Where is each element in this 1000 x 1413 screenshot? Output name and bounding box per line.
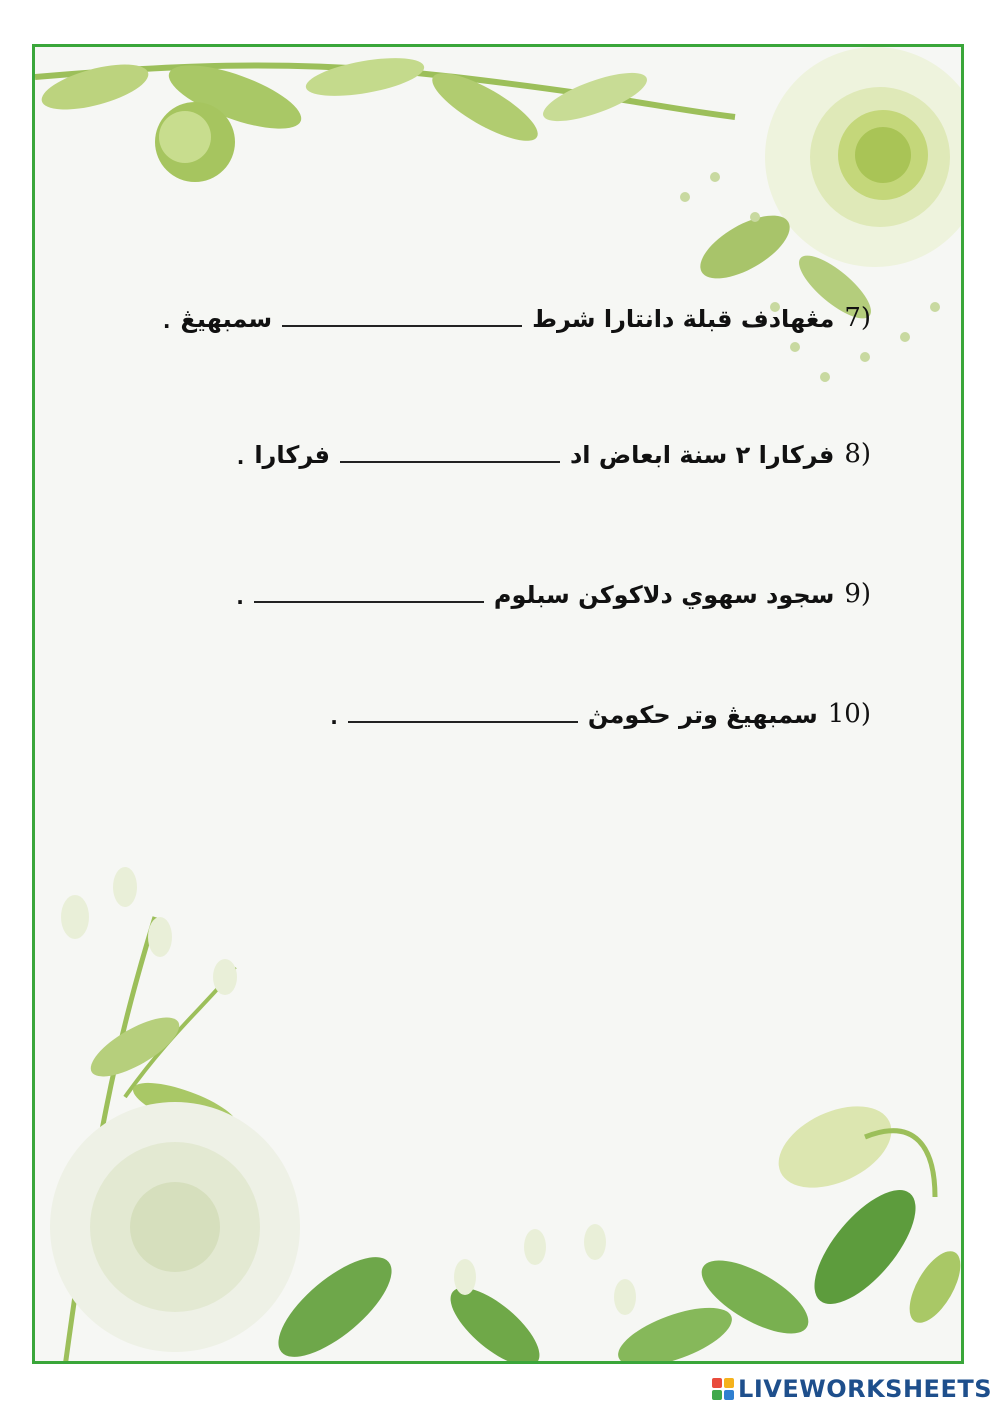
question-text: فركارا ٢ سنة ابعاض اد [569,441,835,469]
question-text-after: سمبهيڠ [180,305,273,333]
answer-blank[interactable] [348,721,578,723]
answer-blank[interactable] [254,601,484,603]
question-text-after: فركارا [254,441,330,469]
period: . [330,705,338,729]
question-7 [163,303,871,333]
question-9 [236,579,871,609]
liveworksheets-logo-icon [712,1378,734,1400]
question-text: مڠهادف قبلة دانتارا شرط [532,305,835,333]
period: . [236,585,244,609]
brand-name: LIVEWORKSHEETS [738,1375,992,1403]
period: . [162,309,171,333]
question-text: سمبهيڠ وتر حکومڽ [587,701,818,729]
question-10 [330,699,871,729]
period: . [236,445,245,469]
question-number: 8) [844,439,871,469]
question-8 [237,439,871,469]
question-number: 9) [844,579,871,609]
answer-blank[interactable] [282,325,522,327]
answer-blank[interactable] [340,461,560,463]
question-number: 7) [844,303,871,333]
worksheet-page [32,44,964,1364]
footer-branding [712,1375,992,1403]
question-number: 10) [827,699,871,729]
question-text: سجود سهوي دلاكوكن سبلوم [493,581,835,609]
